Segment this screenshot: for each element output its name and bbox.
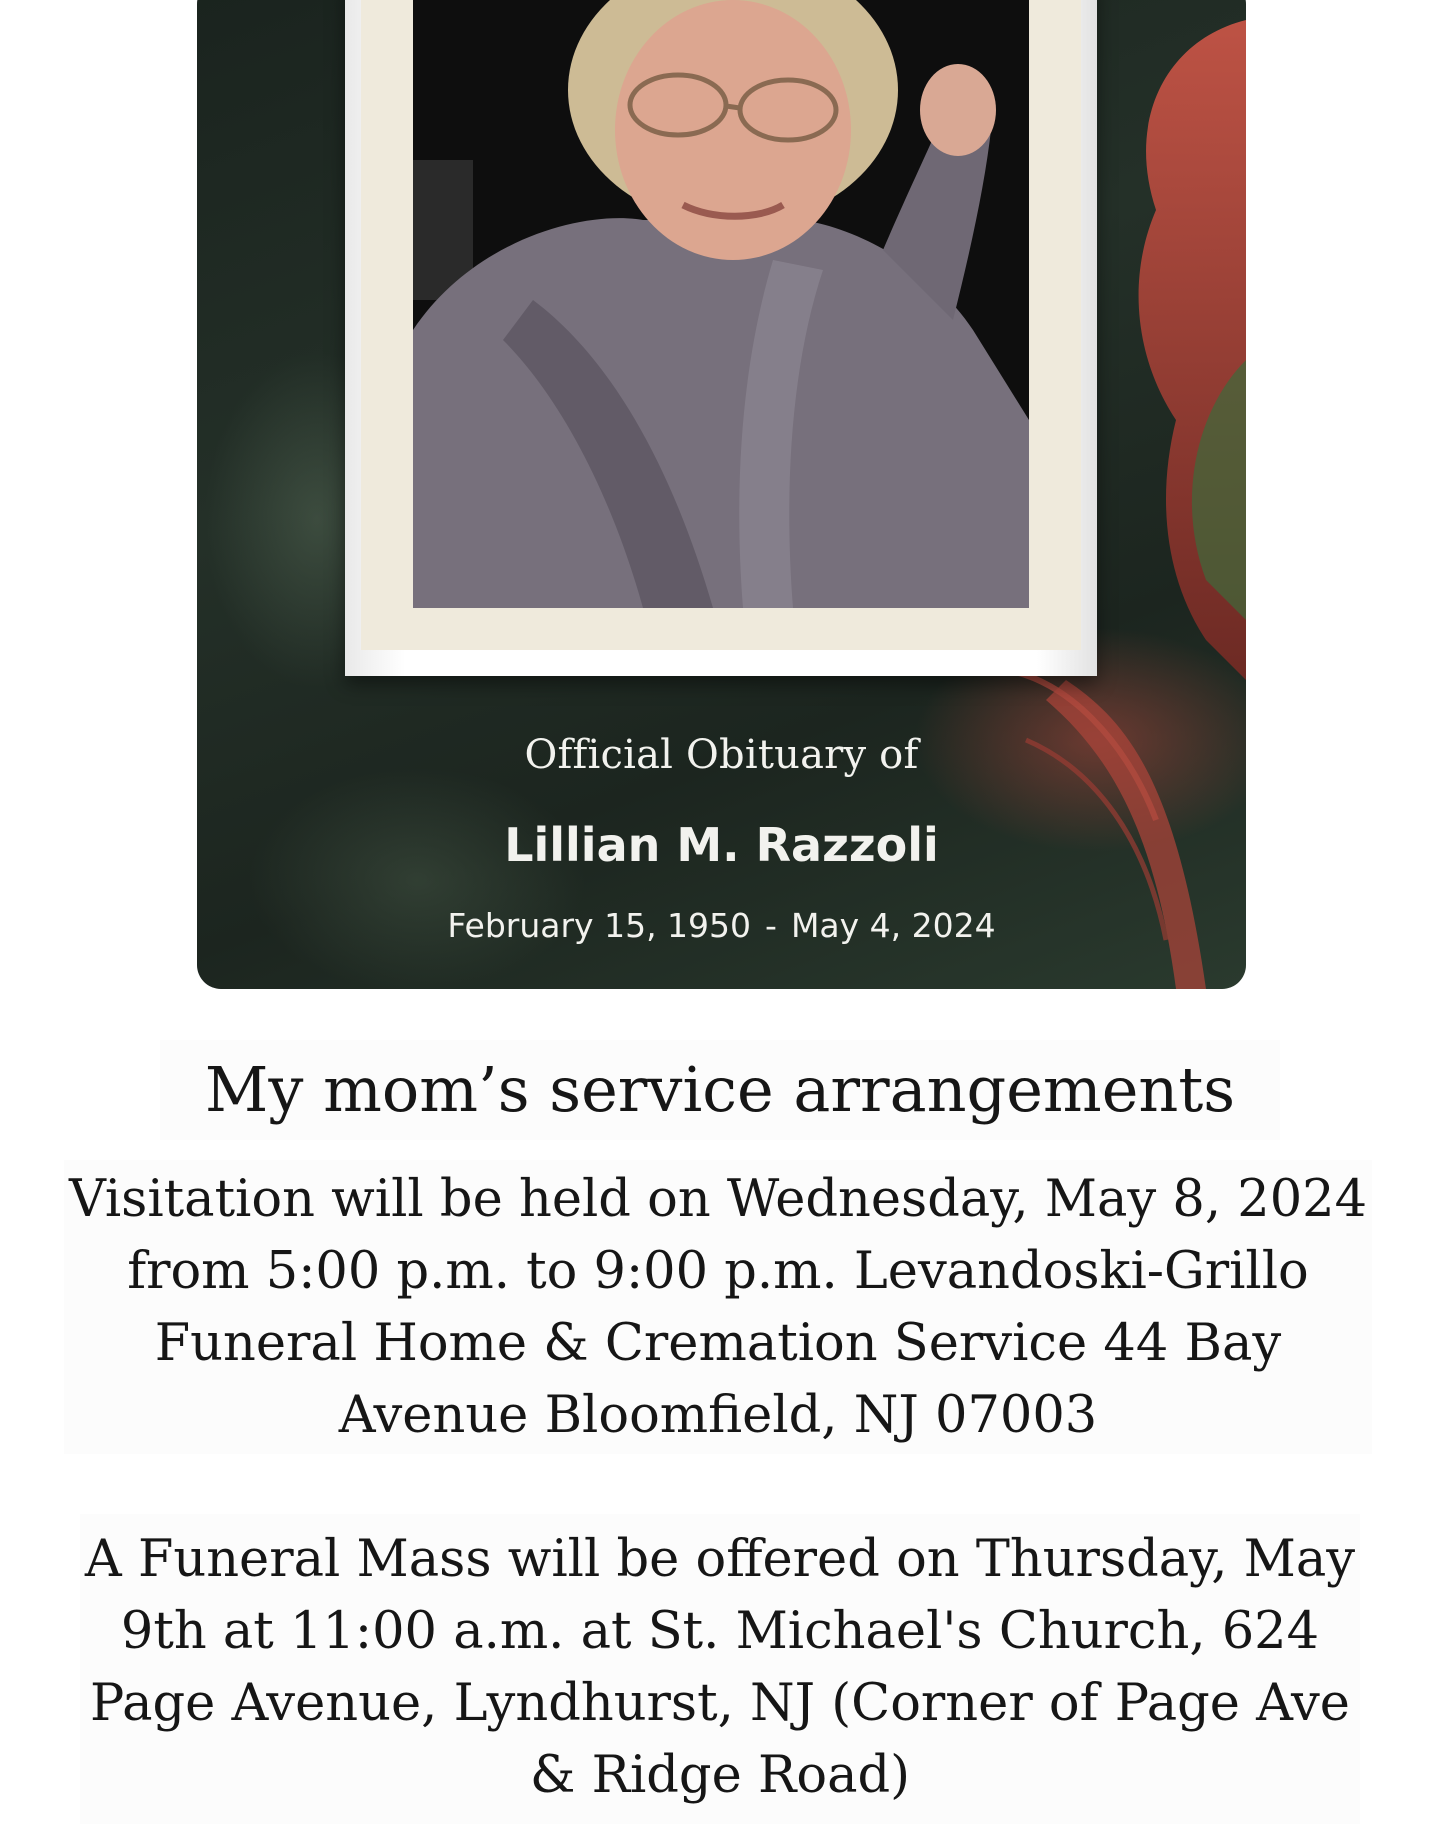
portrait-photo (413, 0, 1029, 608)
birth-date: February 15, 1950 (447, 906, 752, 945)
obituary-label: Official Obituary of (524, 732, 919, 778)
story-heading: My mom’s service arrangements (160, 1040, 1280, 1140)
life-dates (197, 906, 1246, 945)
death-date: May 4, 2024 (790, 906, 996, 945)
visitation-text: Visitation will be held on Wednesday, May 8, 2024 from 5:00 p.m. to 9:00 p.m. Levandoski-Grillo Funeral Home & Cremation Service 44 Bay Avenue Bloomfield, NJ 07003 (64, 1160, 1372, 1454)
funeral-mass-text: A Funeral Mass will be offered on Thursday, May 9th at 11:00 a.m. at St. Michael's Church, 624 Page Avenue, Lyndhurst, NJ (Corner of Page Ave & Ridge Road) (80, 1514, 1360, 1824)
deceased-name: Lillian M. Razzoli (504, 818, 939, 872)
obituary-card[interactable] (197, 0, 1246, 989)
date-separator: - (765, 906, 777, 945)
photo-frame (345, 0, 1097, 676)
